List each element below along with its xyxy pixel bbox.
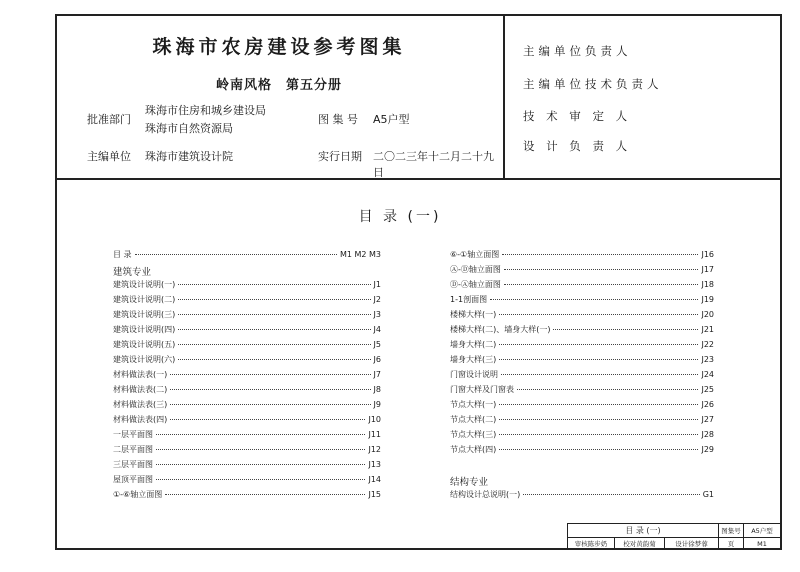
- toc-entry-page: J10: [368, 415, 381, 424]
- toc-leader-dots: [499, 344, 698, 345]
- toc-leader-dots: [501, 374, 698, 375]
- toc-entry-title: 二层平面图: [113, 445, 153, 454]
- chief-editor-responsible: 主编单位负责人: [523, 44, 632, 58]
- toc-entry-title: ⑥-①轴立面图: [450, 250, 500, 259]
- toc-entry[interactable]: [113, 474, 381, 485]
- approve-dept-1: 珠海市住房和城乡建设局: [145, 104, 266, 117]
- toc-entry-page: J28: [701, 430, 714, 439]
- toc-entry-title: 建筑设计说明(四): [113, 325, 176, 334]
- toc-entry[interactable]: [113, 279, 381, 290]
- toc-entry-title: 门窗大样及门窗表: [450, 385, 514, 394]
- toc-entry-page: J18: [701, 280, 714, 289]
- toc-entry-page: J5: [373, 340, 381, 349]
- toc-entry[interactable]: [113, 294, 381, 305]
- toc-entry-page: J13: [368, 460, 381, 469]
- toc-entry[interactable]: [450, 264, 714, 275]
- editor-value: 珠海市建筑设计院: [145, 150, 233, 163]
- toc-leader-dots: [170, 404, 370, 405]
- toc-leader-dots: [165, 494, 365, 495]
- toc-leader-dots: [504, 284, 699, 285]
- toc-leader-dots: [499, 449, 698, 450]
- toc-entry-page: J23: [701, 355, 714, 364]
- title-block-page-label: 页: [719, 538, 744, 550]
- atlas-no-label: 图 集 号: [318, 113, 358, 126]
- toc-leader-dots: [156, 479, 365, 480]
- toc-entry-title: Ⓓ-Ⓐ轴立面图: [450, 280, 501, 289]
- toc-leader-dots: [517, 389, 698, 390]
- toc-entry[interactable]: [450, 354, 714, 365]
- toc-entry[interactable]: [450, 309, 714, 320]
- toc-entry[interactable]: [113, 414, 381, 425]
- date-label: 实行日期: [318, 150, 362, 163]
- header-info: [55, 14, 503, 179]
- toc-entry[interactable]: [113, 399, 381, 410]
- toc-entry-page: J29: [701, 445, 714, 454]
- date-value: 二〇二三年十二月二十九日: [373, 150, 494, 179]
- toc-leader-dots: [178, 359, 370, 360]
- toc-entry-page: J25: [701, 385, 714, 394]
- title-block-reviewer: 审核陈步奶: [568, 538, 615, 550]
- toc-entry-title: 1-1剖面图: [450, 295, 488, 304]
- toc-entry-title: 建筑设计说明(一): [113, 280, 176, 289]
- toc-entry-title: ①-⑥轴立面图: [113, 490, 163, 499]
- atlas-no-value: A5户型: [373, 113, 410, 126]
- toc-entry-page: J22: [701, 340, 714, 349]
- toc-entry[interactable]: [450, 444, 714, 455]
- toc-entry-page: J12: [368, 445, 381, 454]
- toc-entry-page: J19: [701, 295, 714, 304]
- toc-entry[interactable]: [450, 324, 714, 335]
- toc-entry-title: 结构设计总说明(一): [450, 490, 521, 499]
- toc-entry[interactable]: [113, 339, 381, 350]
- toc-entry[interactable]: [450, 489, 714, 500]
- title-block-atlas-label: 图集号: [719, 524, 744, 538]
- toc-entry-title: 一层平面图: [113, 430, 153, 439]
- toc-entry-title: 目 录: [113, 250, 132, 259]
- toc-entry-title: 建筑设计说明(五): [113, 340, 176, 349]
- toc-leader-dots: [178, 299, 370, 300]
- toc-entry-page: J17: [701, 265, 714, 274]
- toc-entry-title: 节点大样(二): [450, 415, 497, 424]
- toc-leader-dots: [135, 254, 337, 255]
- toc-entry[interactable]: [113, 429, 381, 440]
- toc-entry-title: 建筑设计说明(二): [113, 295, 176, 304]
- toc-entry-page: J1: [373, 280, 381, 289]
- toc-entry-page: J2: [373, 295, 381, 304]
- toc-leader-dots: [170, 389, 370, 390]
- toc-entry[interactable]: [113, 309, 381, 320]
- toc-entry-title: 三层平面图: [113, 460, 153, 469]
- toc-entry[interactable]: [113, 369, 381, 380]
- toc-entry-page: J21: [701, 325, 714, 334]
- toc-entry-title: 楼梯大样(二)、墙身大样(一): [450, 325, 551, 334]
- toc-entry-title: 材料做法表(一): [113, 370, 168, 379]
- approve-dept-2: 珠海市自然资源局: [145, 122, 233, 135]
- toc-leader-dots: [504, 269, 699, 270]
- title-block-designer: 设计徐梦蓉: [665, 538, 719, 550]
- atlas-title: 珠海市农房建设参考图集: [152, 36, 406, 58]
- toc-entry[interactable]: [113, 354, 381, 365]
- toc-leader-dots: [156, 464, 365, 465]
- technical-reviewer: 技 术 审 定 人: [523, 109, 632, 123]
- toc-entry-page: J9: [373, 400, 381, 409]
- toc-entry-title: 材料做法表(四): [113, 415, 168, 424]
- toc-entry-title: 节点大样(一): [450, 400, 497, 409]
- toc-leader-dots: [178, 314, 370, 315]
- toc-entry-title: 门窗设计说明: [450, 370, 498, 379]
- toc-entry[interactable]: [113, 324, 381, 335]
- toc-leader-dots: [156, 434, 365, 435]
- toc-leader-dots: [170, 419, 365, 420]
- toc-leader-dots: [170, 374, 370, 375]
- toc-leader-dots: [523, 494, 699, 495]
- editor-label: 主编单位: [87, 150, 131, 163]
- title-block-page-value: M1: [744, 538, 781, 550]
- toc-entry-title: 楼梯大样(一): [450, 310, 497, 319]
- toc-entry-page: J4: [373, 325, 381, 334]
- toc-entry-title: 节点大样(三): [450, 430, 497, 439]
- toc-entry-page: J24: [701, 370, 714, 379]
- toc-leader-dots: [553, 329, 698, 330]
- title-block: [567, 523, 782, 550]
- toc-entry[interactable]: [450, 429, 714, 440]
- toc-leader-dots: [178, 344, 370, 345]
- toc-entry[interactable]: [450, 384, 714, 395]
- toc-entry[interactable]: [113, 444, 381, 455]
- toc-entry-page: M1 M2 M3: [339, 250, 381, 259]
- toc-entry-page: J8: [373, 385, 381, 394]
- toc-entry-page: J15: [368, 490, 381, 499]
- toc-entry-title: 墙身大样(三): [450, 355, 497, 364]
- toc-leader-dots: [499, 434, 698, 435]
- chief-tech-responsible: 主编单位技术负责人: [523, 77, 663, 91]
- toc-leader-dots: [178, 284, 370, 285]
- toc-entry[interactable]: [450, 369, 714, 380]
- toc-leader-dots: [178, 329, 370, 330]
- atlas-subtitle: 岭南风格 第五分册: [215, 78, 342, 93]
- toc-entry[interactable]: [113, 249, 381, 260]
- toc-entry-page: J7: [373, 370, 381, 379]
- toc-entry[interactable]: [450, 399, 714, 410]
- toc-entry-page: J11: [368, 430, 381, 439]
- toc-leader-dots: [499, 314, 698, 315]
- toc-entry[interactable]: [450, 414, 714, 425]
- toc-section-heading: 结构专业: [450, 477, 489, 488]
- toc-entry[interactable]: [450, 294, 714, 305]
- toc-entry-title: 屋顶平面图: [113, 475, 153, 484]
- toc-entry-title: 材料做法表(二): [113, 385, 168, 394]
- title-block-atlas-value: A5户型: [744, 524, 781, 538]
- toc-entry-title: 建筑设计说明(三): [113, 310, 176, 319]
- toc-entry[interactable]: [450, 339, 714, 350]
- toc-entry[interactable]: [113, 384, 381, 395]
- toc-leader-dots: [499, 404, 698, 405]
- responsible-persons: [503, 14, 782, 179]
- toc-entry-page: J3: [373, 310, 381, 319]
- toc-entry-page: J16: [701, 250, 714, 259]
- toc-entry-title: 节点大样(四): [450, 445, 497, 454]
- toc-entry-title: Ⓐ-Ⓓ轴立面图: [450, 265, 501, 274]
- toc-entry-title: 建筑设计说明(六): [113, 355, 176, 364]
- title-block-name: 目 录 (一): [568, 524, 719, 538]
- toc-leader-dots: [502, 254, 698, 255]
- toc-leader-dots: [156, 449, 365, 450]
- toc-entry-title: 墙身大样(二): [450, 340, 497, 349]
- toc-entry-page: J6: [373, 355, 381, 364]
- toc-entry[interactable]: [450, 249, 714, 260]
- toc-entry-page: J27: [701, 415, 714, 424]
- toc-entry-page: J26: [701, 400, 714, 409]
- toc-leader-dots: [490, 299, 698, 300]
- toc-entry[interactable]: [113, 459, 381, 470]
- toc-entry-page: J20: [701, 310, 714, 319]
- toc-entry-page: J14: [368, 475, 381, 484]
- approve-label: 批准部门: [87, 113, 131, 126]
- title-block-checker: 校对黄韵菊: [615, 538, 665, 550]
- toc-leader-dots: [499, 359, 698, 360]
- toc-section-heading: 建筑专业: [113, 267, 152, 278]
- toc-title: 目 录 (一): [358, 209, 442, 225]
- design-responsible: 设 计 负 责 人: [523, 139, 632, 153]
- toc-entry-title: 材料做法表(三): [113, 400, 168, 409]
- toc-entry[interactable]: [113, 489, 381, 500]
- toc-entry-page: G1: [702, 490, 714, 499]
- toc-entry[interactable]: [450, 279, 714, 290]
- toc-leader-dots: [499, 419, 698, 420]
